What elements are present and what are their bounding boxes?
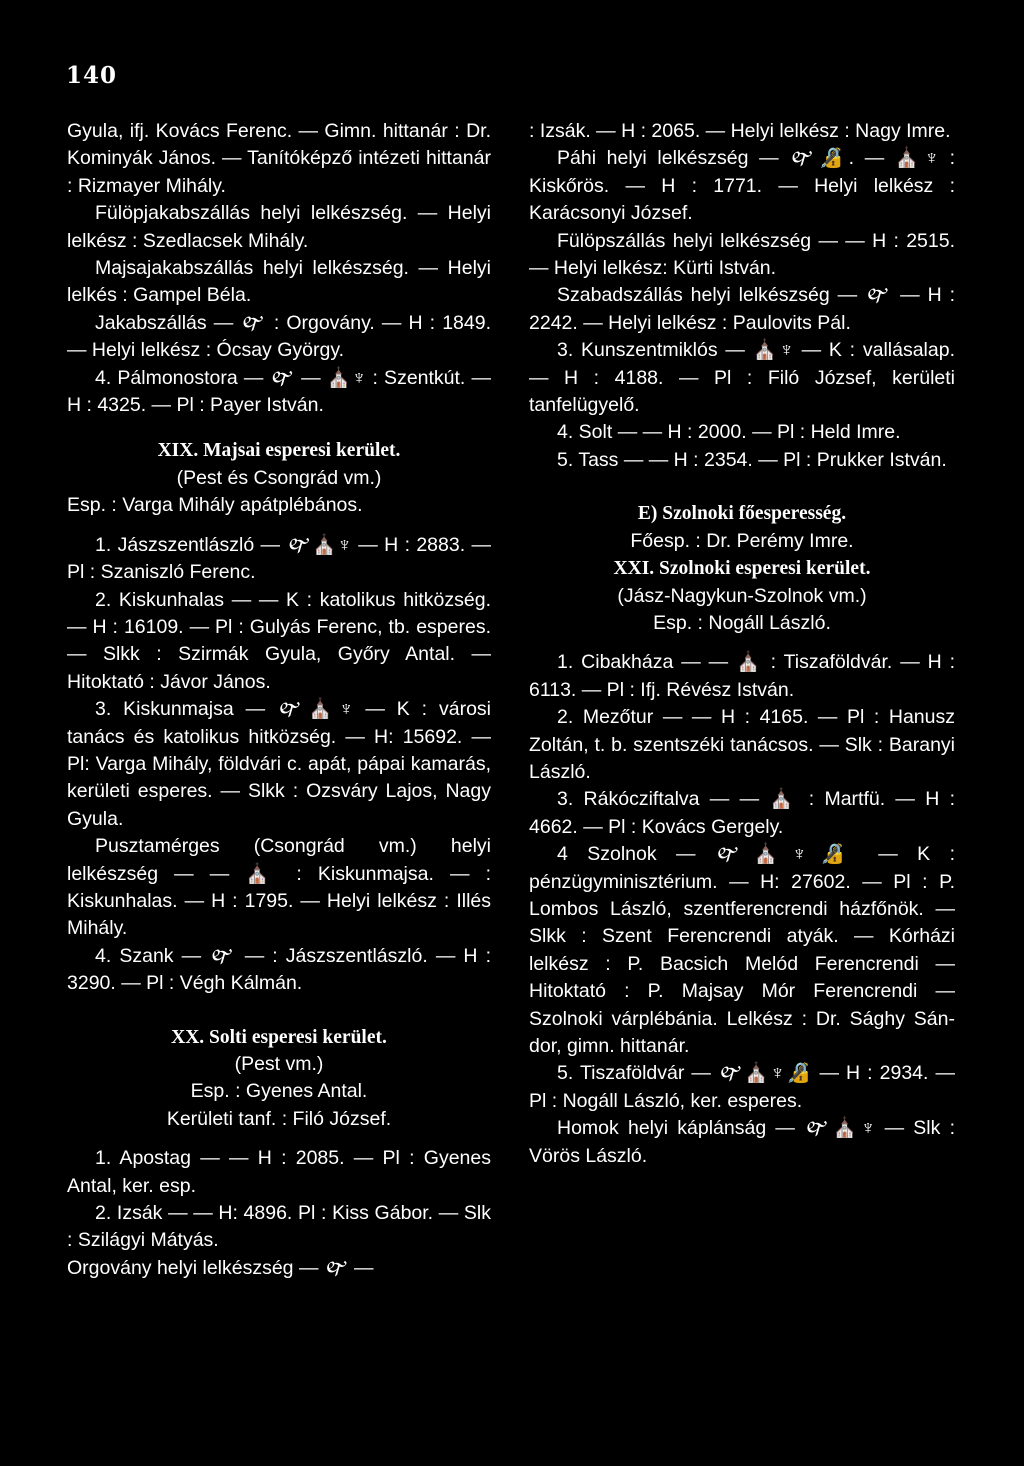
entry-homok: Homok helyi káplánság — 🙰⛪♆ — Slk : Vörös László.: [529, 1117, 955, 1167]
section-school-inspector-xx: Kerületi tanf. : Filó József.: [166, 1107, 392, 1130]
entry-mezotur: 2. Mezőtur — — H : 4165. — Pl : Hanusz Zoltán, t. b. szentszéki tanácsos. — Slk : Baranyi László.: [529, 706, 955, 783]
entry-szolnok: 4 Szolnok — 🙰⛪♆🔏 — K : pénzügyminisztérium. — H: 27602. — Pl : P. Lombos László, szentferencrendi házfőnök. — Slkk : Szent Ferencrendi atyák. — Kórházi lelkész : P. Bacsich Melód Ferencrendi — Hitoktató : P. Majsay Mór Ferencrendi — Szolnoki várplébánia. Lelkész : Dr. Sághy Sándor, gimn. hittanár.: [529, 843, 955, 1057]
entry-pahi: Páhi helyi lelkészség — 🙰🔏. — ⛪♆ : Kiskőrös. — H : 1771. — Helyi lelkész : Karácsonyi József.: [529, 147, 955, 225]
entry-kiskunhalas: 2. Kiskunhalas — — K : katolikus hitközség. — H : 16109. — Pl : Gulyás Ferenc, tb. esperes. — Slkk : Szirmák Gyula, Győry Antal. — Hitoktató : Jávor János.: [67, 588, 491, 693]
entry-tass: 5. Tass — — H : 2354. — Pl : Prukker István.: [557, 448, 947, 471]
section-number-xix: XIX.: [157, 440, 199, 462]
entry-szabadszallas: Szabadszállás helyi lelkészség — 🙰 — H : 2242. — Helyi lelkész : Paulovits Pál.: [529, 284, 955, 334]
section-dean-xix: Esp. : Varga Mihály apátplébános.: [67, 494, 363, 517]
section-heading-xxi: XXI. Szolnoki esperesi kerület.: [613, 558, 871, 580]
section-county-xix: (Pest és Csongrád vm.): [176, 466, 382, 489]
page-number: 140: [66, 62, 118, 89]
section-archdean-e: Főesp. : Dr. Perémy Imre.: [630, 529, 854, 552]
entry-jaszszentlaszlo: 1. Jászszentlászló — 🙰⛪♆ — H : 2883. — Pl : Szaniszló Ferenc.: [67, 533, 491, 584]
section-title-xix: Majsai esperesi kerület.: [203, 440, 401, 462]
entry-cibakhaza: 1. Cibakháza — — ⛪ : Tiszaföldvár. — H : 6113. — Pl : Ifj. Révész István.: [529, 651, 955, 701]
entry-fulopjakabszallas: Fülöpjakabszállás helyi lelkészség. — Helyi lelkész : Szedlacsek Mihály.: [67, 202, 491, 252]
right-column: [529, 118, 955, 1170]
section-heading-e: E) Szolnoki főesperesség.: [637, 503, 847, 525]
entry-izsak: 2. Izsák — — H: 4896. Pl : Kiss Gábor. — Slk : Szilágyi Mátyás.: [67, 1202, 491, 1252]
entry-fulopszallas: Fülöpszállás helyi lelkészség — — H : 2515. — Helyi lelkész: Kürti István.: [529, 229, 955, 280]
entry-pusztamerges: Pusztamérges (Csongrád vm.) helyi lelkészség — — ⛪ : Kiskunmajsa. — : Kiskunhalas. — H : 1795. — Helyi lelkész : Illés Mihály.: [67, 835, 491, 940]
entry-apostag: 1. Apostag — — H : 2085. — Pl : Gyenes Antal, ker. esp.: [67, 1147, 491, 1197]
section-dean-xxi: Esp. : Nogáll László.: [653, 611, 831, 634]
entry-jakabszallas: Jakabszállás — 🙰 : Orgovány. — H : 1849. — Helyi lelkész : Ócsay György.: [67, 311, 491, 362]
section-heading-xx: [67, 1024, 491, 1051]
section-dean-xx: Esp. : Gyenes Antal.: [190, 1080, 368, 1103]
section-title-xx: Solti esperesi kerület.: [209, 1026, 387, 1048]
entry-rakoczifalva: 3. Rákócziftalva — — ⛪ : Martfü. — H : 4662. — Pl : Kovács Gergely.: [529, 788, 955, 838]
entry-palmonostora: 4. Pálmonostora — 🙰 — ⛪♆ : Szentkút. — H : 4325. — Pl : Payer István.: [67, 366, 491, 417]
entry-kiskunmajsa: 3. Kiskunmajsa — 🙰⛪♆ — K : városi tanács és katolikus hitközség. — H: 15692. — Pl: Varga Mihály, földvári c. apát, pápai kamarás, kerületi esperes. — Slkk : Ozsváry Lajos, Nagy Gyula.: [67, 698, 491, 830]
entry-tiszafoldvar: 5. Tiszaföldvár — 🙰⛪♆🔏 — H : 2934. — Pl : Nogáll László, ker. esperes.: [529, 1062, 955, 1112]
entry-szank: 4. Szank — 🙰 — : Jászszentlászló. — H : 3290. — Pl : Végh Kálmán.: [67, 944, 491, 995]
entry-gyula: Gyula, ifj. Kovács Ferenc. — Gimn. hittanár : Dr. Kominyák János. — Tanítóképző intézeti hittanár : Rizmayer Mihály.: [67, 120, 491, 197]
section-county-xx: (Pest vm.): [234, 1053, 324, 1075]
section-heading-xix: [67, 437, 491, 464]
entry-kunszentmiklos: 3. Kunszentmiklós — ⛪♆ — K : vallásalap. — H : 4188. — Pl : Filó József, kerületi tanfelügyelő.: [529, 339, 955, 417]
entry-orgovany-cont: : Izsák. — H : 2065. — Helyi lelkész : Nagy Imre.: [529, 120, 951, 142]
entry-majsajakabszallas: Majsajakabszállás helyi lelkészség. — Helyi lelkés : Gampel Béla.: [67, 257, 491, 307]
entry-solt: 4. Solt — — H : 2000. — Pl : Held Imre.: [557, 421, 901, 444]
entry-orgovany: Orgovány helyi lelkészség — 🙰 —: [67, 1256, 374, 1279]
section-county-xxi: (Jász-Nagykun-Szolnok vm.): [617, 584, 867, 607]
section-number-xx: XX.: [171, 1026, 205, 1048]
left-column: [67, 118, 491, 1282]
